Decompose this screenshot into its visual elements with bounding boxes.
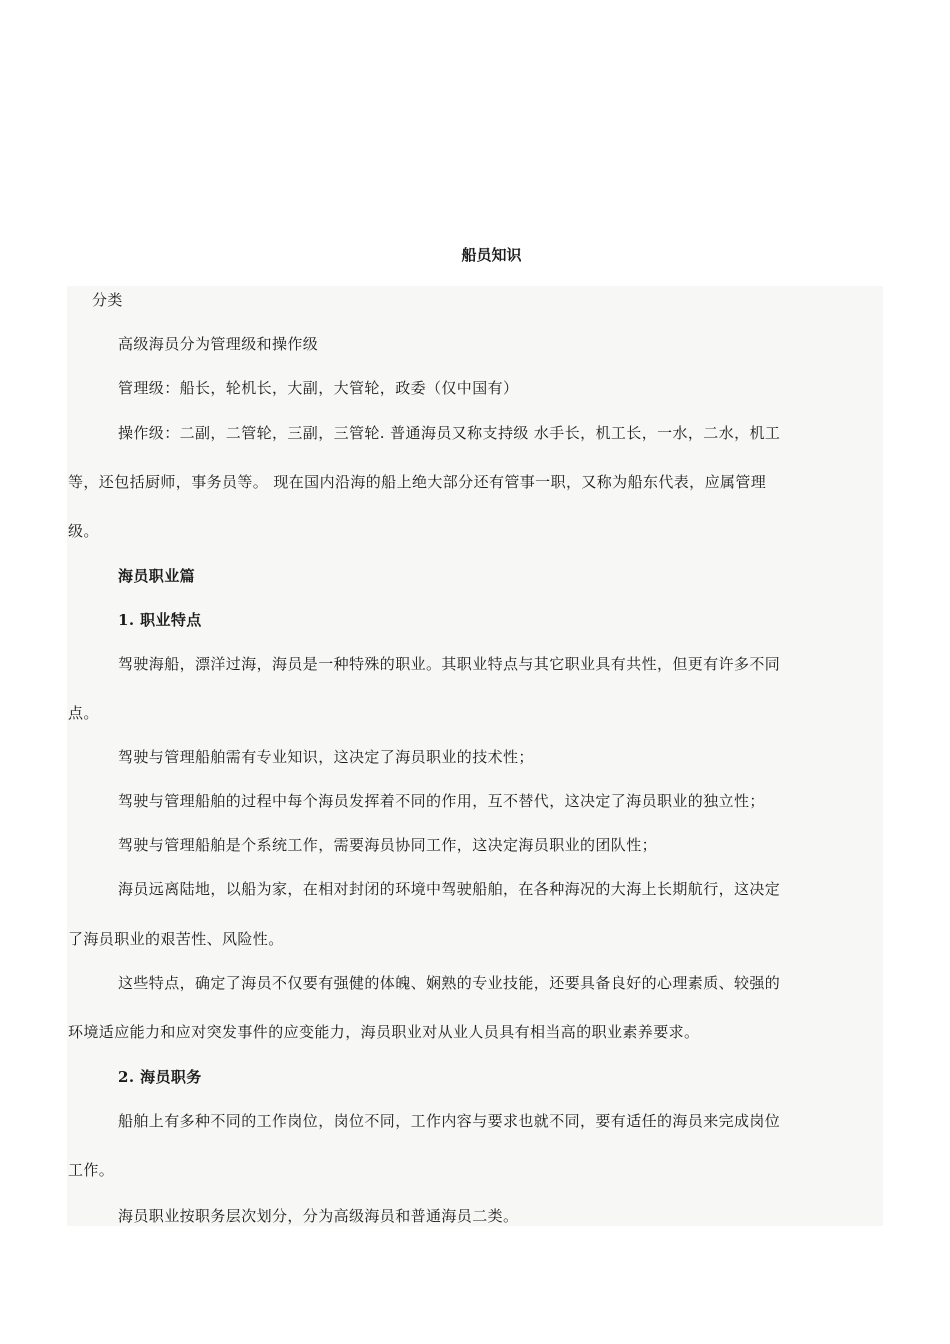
paragraph-line: 了海员职业的艰苦性、风险性。 xyxy=(68,930,284,948)
paragraph-line: 海员远离陆地，以船为家，在相对封闭的环境中驾驶船舶，在各种海况的大海上长期航行，这决定 xyxy=(118,880,781,898)
section-heading: 2. 海员职务 xyxy=(118,1068,202,1086)
paragraph-line: 点。 xyxy=(68,704,99,722)
paragraph-line: 级。 xyxy=(68,522,99,540)
paragraph-line: 驾驶海船，漂洋过海，海员是一种特殊的职业。其职业特点与其它职业具有共性，但更有许多不同 xyxy=(118,655,781,673)
section-heading: 海员职业篇 xyxy=(118,567,196,585)
paragraph-line: 管理级：船长，轮机长，大副，大管轮，政委（仅中国有） xyxy=(118,379,519,397)
paragraph-line: 驾驶与管理船舶需有专业知识，这决定了海员职业的技术性； xyxy=(118,748,534,766)
paragraph-line: 环境适应能力和应对突发事件的应变能力，海员职业对从业人员具有相当高的职业素养要求。 xyxy=(68,1023,700,1041)
paragraph-line: 海员职业按职务层次划分，分为高级海员和普通海员二类。 xyxy=(118,1207,519,1225)
paragraph-line: 操作级：二副，二管轮，三副，三管轮. 普通海员又称支持级 水手长，机工长，一水，二水，机工 xyxy=(118,424,781,442)
paragraph-line: 驾驶与管理船舶的过程中每个海员发挥着不同的作用，互不替代，这决定了海员职业的独立性； xyxy=(118,792,765,810)
document-title: 船员知识 xyxy=(461,246,522,264)
paragraph-line: 等，还包括厨师，事务员等。 现在国内沿海的船上绝大部分还有管事一职，又称为船东代表，应属管理 xyxy=(68,473,767,491)
paragraph-line: 船舶上有多种不同的工作岗位，岗位不同，工作内容与要求也就不同，要有适任的海员来完成岗位 xyxy=(118,1112,781,1130)
paragraph-line: 分类 xyxy=(92,291,123,309)
paragraph-line: 高级海员分为管理级和操作级 xyxy=(118,335,319,353)
paragraph-line: 工作。 xyxy=(68,1161,115,1179)
paragraph-line: 驾驶与管理船舶是个系统工作，需要海员协同工作，这决定海员职业的团队性； xyxy=(118,836,658,854)
section-heading: 1. 职业特点 xyxy=(118,611,202,629)
paragraph-line: 这些特点，确定了海员不仅要有强健的体魄、娴熟的专业技能，还要具备良好的心理素质、较强的 xyxy=(118,974,781,992)
